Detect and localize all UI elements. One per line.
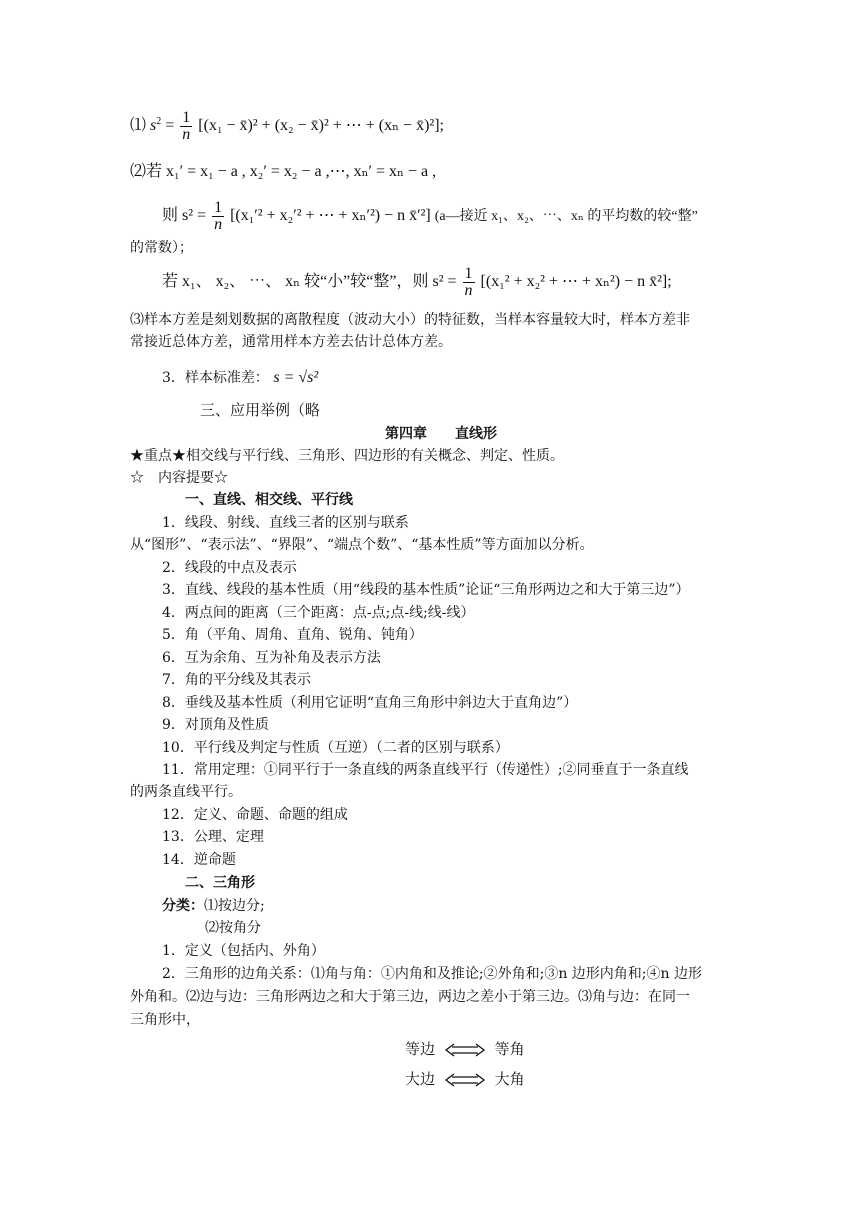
fraction: $\frac{1}{n}$ <box>214 199 223 233</box>
double-arrow-icon <box>444 1073 486 1087</box>
section-apply: 三、应用举例（略 <box>200 401 321 419</box>
std-dev-line: 3．样本标准差： s = √s² <box>162 369 319 386</box>
formula-body: [(x₁ − x̄)² + (x₂ − x̄)² + ⋯ + (xₙ − x̄)²]; <box>198 117 444 135</box>
list-item: 9．对顶角及性质 <box>162 717 269 733</box>
fraction: $\frac{1}{n}$ <box>464 265 473 299</box>
equivalence-bigger-sides <box>405 1068 525 1089</box>
content-summary: ☆ 内容提要☆ <box>130 470 228 486</box>
variable-s: s <box>150 117 157 135</box>
list-item: 11．常用定理：①同平行于一条直线的两条直线平行（传递性）;②同垂直于一条直线 <box>162 762 689 778</box>
list-item: 1．线段、射线、直线三者的区别与联系 <box>162 515 409 531</box>
list-item: 13．公理、定理 <box>162 829 264 845</box>
list-item: 10．平行线及判定与性质（互逆）（二者的区别与联系） <box>162 740 509 756</box>
list-item: 2．线段的中点及表示 <box>162 560 297 576</box>
equivalence-equal-sides <box>405 1038 525 1059</box>
formula-note: (a—接近 x₁、x₂、⋯、xₙ 的平均数的较“整” <box>434 209 698 225</box>
equal-sides-label: 等边 <box>405 1040 436 1058</box>
variance-formula-2: ⑵若 x₁′ = x₁ − a , x₂′ = x₂ − a ,⋯, xₙ′ = xₙ − a , <box>130 163 437 180</box>
section-2-heading: 二、三角形 <box>185 875 255 891</box>
relation-line-2: 外角和。⑵边与边：三角形两边之和大于第三边，两边之差小于第三边。⑶角与边：在同一 <box>130 989 690 1005</box>
list-item: 12．定义、命题、命题的组成 <box>162 807 348 823</box>
variance-formula-3: 则 s² = $\frac{1}{n}$ [(x₁′² + x₂′² + ⋯ + xₙ′²) − n x̄′²] (a—接近 x₁、x₂、⋯、xₙ 的平均数的较“整” <box>162 199 698 233</box>
classify-line <box>162 896 265 916</box>
list-item: 4．两点间的距离（三个距离：点-点;点-线;线-线） <box>162 605 475 621</box>
definition-item: 1．定义（包括内、外角） <box>162 943 325 959</box>
bigger-angle-label: 大角 <box>494 1070 525 1088</box>
formula-marker: ⑴ <box>130 117 147 135</box>
classify-by-angle: ⑵按角分 <box>205 920 261 936</box>
formula-note-cont: 的常数）； <box>130 240 193 256</box>
relation-line-3: 三角形中， <box>130 1012 200 1028</box>
double-arrow-icon <box>444 1043 486 1057</box>
classify-by-side: ⑴按边分; <box>204 898 265 914</box>
para-3-line-1: ⑶样本方差是刻划数据的离散程度（波动大小）的特征数，当样本容量较大时，样本方差非 <box>130 312 690 328</box>
list-item: 的两条直线平行。 <box>130 784 242 800</box>
list-item: 5．角（平角、周角、直角、锐角、钝角） <box>162 627 423 643</box>
variance-formula-1: ⑴ $s^2$ = $\frac{1}{n}$ [(x₁ − x̄)² + (x₂ − x̄)² + ⋯ + (xₙ − x̄)²]; <box>130 109 444 143</box>
equal-angles-label: 等角 <box>494 1040 525 1058</box>
list-item: 从“图形”、“表示法”、“界限”、“端点个数”、“基本性质”等方面加以分析。 <box>130 537 594 553</box>
list-item: 8．垂线及基本性质（利用它证明“直角三角形中斜边大于直角边”） <box>162 695 578 711</box>
para-3-line-2: 常接近总体方差，通常用样本方差去估计总体方差。 <box>130 334 452 350</box>
chapter-title: 第四章 直线形 <box>385 426 497 442</box>
list-item: 3．直线、线段的基本性质（用“线段的基本性质”论证“三角形两边之和大于第三边”） <box>162 582 690 598</box>
section-1-heading: 一、直线、相交线、平行线 <box>185 492 353 508</box>
classify-label: 分类： <box>162 898 204 914</box>
bigger-side-label: 大边 <box>405 1070 436 1088</box>
list-item: 7．角的平分线及其表示 <box>162 672 311 688</box>
fraction: $\frac{1}{n}$ <box>182 109 191 143</box>
key-points: ★重点★相交线与平行线、三角形、四边形的有关概念、判定、性质。 <box>130 448 564 464</box>
list-item: 14．逆命题 <box>162 852 236 868</box>
std-formula: s = √s² <box>273 369 319 386</box>
relation-line-1: 2．三角形的边角关系：⑴角与角：①内角和及推论;②外角和;③n 边形内角和;④n 边形 <box>162 966 702 982</box>
variance-formula-4: 若 x₁、 x₂、 ⋯、 xₙ 较“小”较“整”，则 s² = $\frac{1}{n}$ [(x₁² + x₂² + ⋯ + xₙ²) − n x̄²]; <box>162 265 672 299</box>
list-item: 6．互为余角、互为补角及表示方法 <box>162 650 381 666</box>
